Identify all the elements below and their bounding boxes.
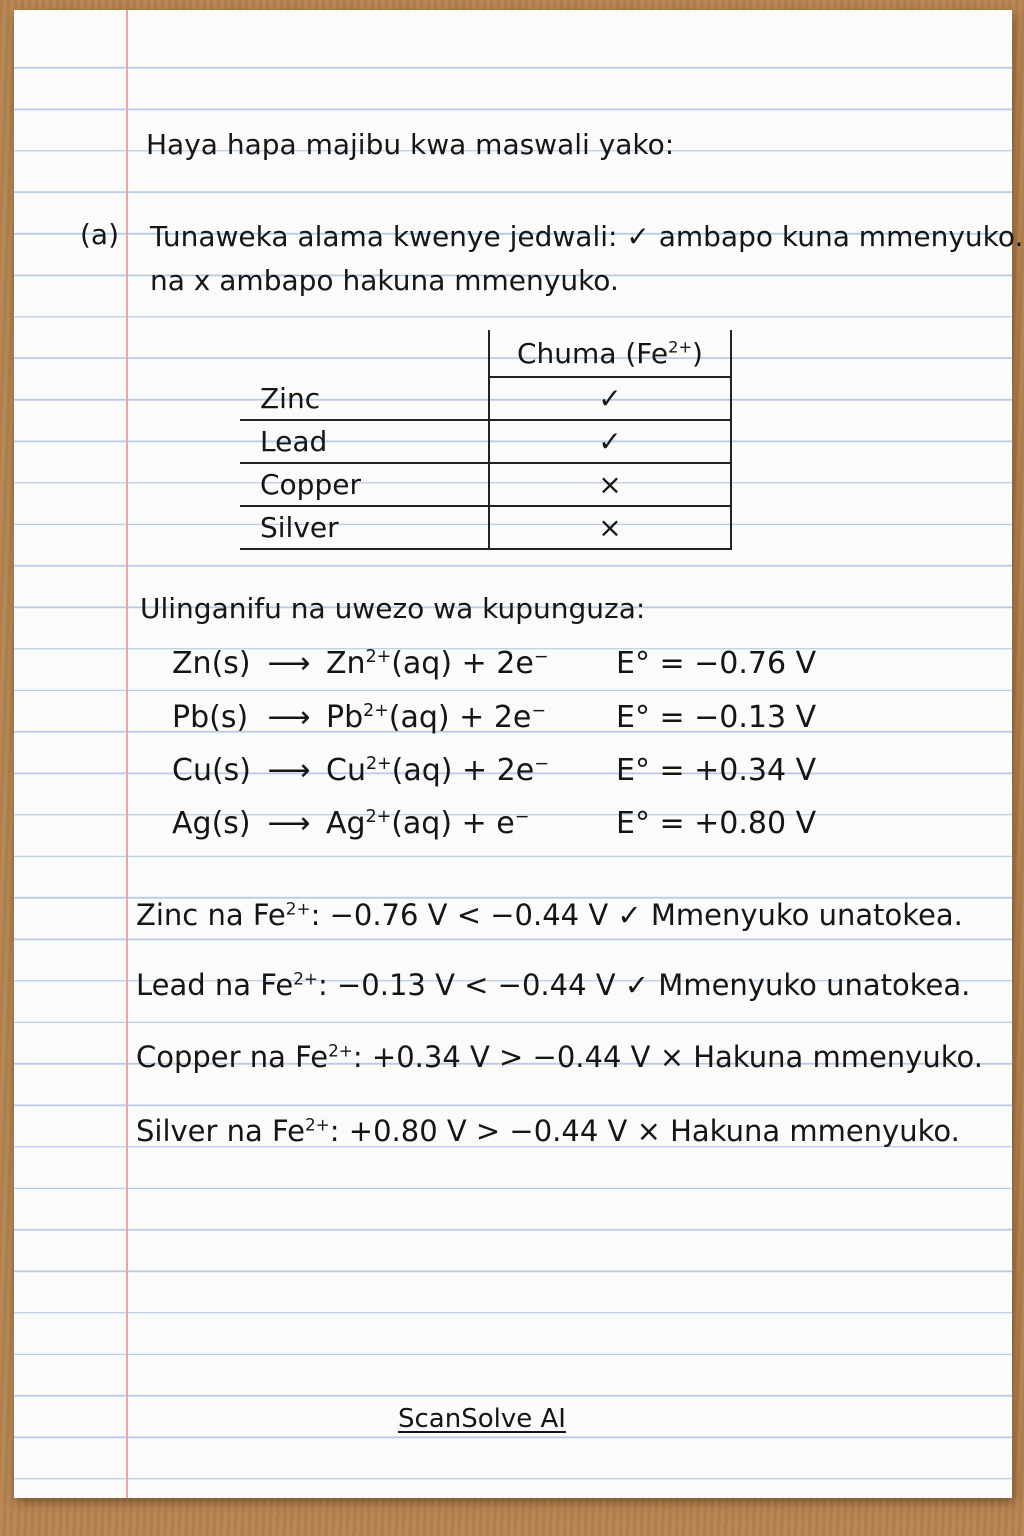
table-row — [240, 420, 731, 463]
equation-lead: Pb(s) ⟶ $Pb^{2+}(aq) + 2e^-$ E° = −0.13 V — [172, 700, 817, 735]
intro-text: Haya hapa majibu kwa maswali yako: — [146, 128, 675, 161]
table-mark: × — [489, 506, 731, 549]
table-mark: ✓ — [489, 377, 731, 420]
question-line-2: na x ambapo hakuna mmenyuko. — [150, 264, 619, 297]
comparison-silver: Silver na $Fe^{2+}$: +0.80 V > −0.44 V × Hakuna mmenyuko. — [136, 1114, 960, 1148]
table-header-iron: Chuma $(Fe^{2+})$ — [489, 330, 731, 377]
footer-brand: ScanSolve AI — [398, 1404, 566, 1434]
arrow-icon: ⟶ — [267, 646, 311, 681]
comparison-zinc: Zinc na $Fe^{2+}$: −0.76 V < −0.44 V ✓ Mmenyuko unatokea. — [136, 898, 963, 932]
table-row — [240, 506, 731, 549]
potentials-heading: Ulinganifu na uwezo wa kupunguza: — [140, 592, 646, 625]
comparison-copper: Copper na $Fe^{2+}$: +0.34 V > −0.44 V × Hakuna mmenyuko. — [136, 1040, 983, 1074]
standard-potential: E° = −0.13 V — [616, 700, 817, 735]
arrow-icon: ⟶ — [267, 753, 311, 788]
equation-zinc: Zn(s) ⟶ $Zn^{2+}(aq) + 2e^-$ E° = −0.76 V — [172, 646, 817, 681]
table-metal: Lead — [240, 420, 489, 463]
standard-potential: E° = +0.80 V — [616, 806, 817, 841]
arrow-icon: ⟶ — [267, 700, 311, 735]
table-header-row — [240, 330, 731, 377]
question-line-1: Tunaweka alama kwenye jedwali: ✓ ambapo kuna mmenyuko. — [150, 220, 1024, 253]
question-label: (a) — [80, 218, 120, 251]
equation-silver: Ag(s) ⟶ $Ag^{2+}(aq) + e^-$ E° = +0.80 V — [172, 806, 817, 841]
table-metal: Silver — [240, 506, 489, 549]
table-corner — [240, 330, 489, 377]
comparison-lead: Lead na $Fe^{2+}$: −0.13 V < −0.44 V ✓ Mmenyuko unatokea. — [136, 968, 971, 1002]
standard-potential: E° = −0.76 V — [616, 646, 817, 681]
reaction-table — [240, 330, 732, 550]
table-metal: Copper — [240, 463, 489, 506]
notebook-page — [14, 10, 1024, 1498]
arrow-icon: ⟶ — [267, 806, 311, 841]
margin-line — [126, 10, 128, 1498]
table-row — [240, 463, 731, 506]
table-metal: Zinc — [240, 377, 489, 420]
equation-copper: Cu(s) ⟶ $Cu^{2+}(aq) + 2e^-$ E° = +0.34 V — [172, 753, 817, 788]
table-mark: ✓ — [489, 420, 731, 463]
table-row — [240, 377, 731, 420]
table-mark: × — [489, 463, 731, 506]
standard-potential: E° = +0.34 V — [616, 753, 817, 788]
